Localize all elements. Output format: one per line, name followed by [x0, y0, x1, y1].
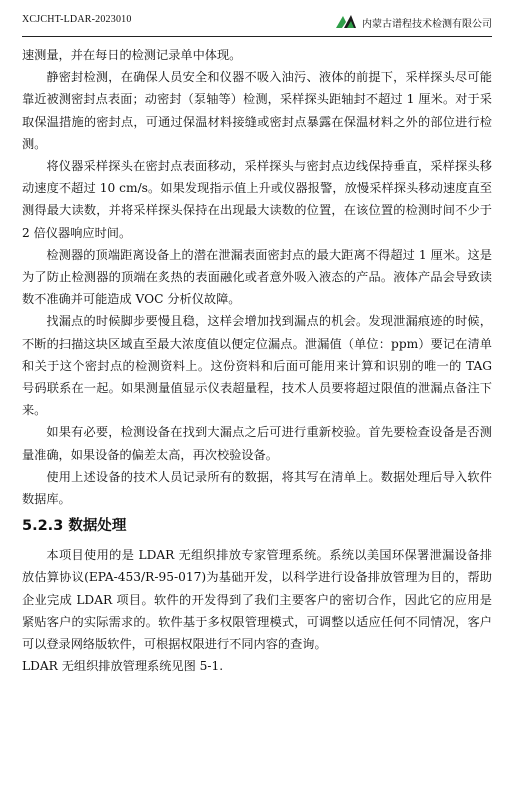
paragraph-figure-reference: LDAR 无组织排放管理系统见图 5-1.: [22, 659, 224, 674]
paragraph-probe-movement: 将仪器采样探头在密封点表面移动，采样探头与密封点边线保持垂直，采样探头移动速度不超过 10 cm/s。如果发现指示值上升或仪器报警，放慢采样探头移动速度直至测得最大读数，并将采样探头保持在出现最大读数的位置，在该位置的检测时间不少于 2 倍仪器响应时间。: [22, 159, 492, 240]
paragraph-ldar-system: 本项目使用的是 LDAR 无组织排放专家管理系统。系统以美国环保署泄漏设备排放估算协议(EPA-453/R-95-017)为基础开发，以科学进行设备排放管理为目的，帮助企业完成 LDAR 项目。软件的开发得到了我们主要客户的密切合作，因此它的应用是紧贴客户的实际需求的。软件基于多权限管理模式，可调整以适应任何不同情况，客户可以登录网络版软件，可根据权限进行不同内容的查询。: [22, 548, 492, 652]
paragraph-static-seal-detection: 静密封检测，在确保人员安全和仪器不吸入油污、液体的前提下，采样探头尽可能靠近被测密封点表面；动密封（泵轴等）检测，采样探头距轴封不超过 1 厘米。对于采取保温措施的密封点，可通过保温材料接缝或密封点暴露在保温材料之外的部位进行检测。: [22, 70, 492, 151]
paragraph-detector-distance: 检测器的顶端距离设备上的潜在泄漏表面密封点的最大距离不得超过 1 厘米。这是为了防止检测器的顶端在炙热的表面融化或者意外吸入液态的产品。液体产品会导致读数不准确并可能造成 VOC 分析仪故障。: [22, 247, 492, 307]
company-branding: [334, 13, 492, 31]
page-header: [22, 8, 492, 37]
document-body: [22, 44, 492, 677]
document-code: XCJCHT-LDAR-2023010: [22, 14, 132, 25]
paragraph-leak-search: 找漏点的时候脚步要慢且稳，这样会增加找到漏点的机会。发现泄漏痕迹的时候，不断的扫描这块区域直至最大浓度值以便定位漏点。泄漏值（单位：ppm）要记在清单和关于这个密封点的检测资料上。这份资料和后面可能用来计算和识别的唯一的 TAG 号码联系在一起。如果测量值显示仪表超量程，技术人员要将超过限值的泄漏点备注下来。: [22, 314, 492, 418]
company-name: 内蒙古谱程技术检测有限公司: [362, 18, 492, 30]
section-title: 5.2.3 数据处理: [22, 518, 127, 535]
paragraph-continuation: 速测量，并在每日的检测记录单中体现。: [22, 48, 242, 62]
paragraph-data-recording: 使用上述设备的技术人员记录所有的数据，将其写在清单上。数据处理后导入软件数据库。: [22, 469, 492, 507]
company-logo-icon: [334, 13, 358, 31]
paragraph-recalibration: 如果有必要，检测设备在找到大漏点之后可进行重新校验。首先要检查设备是否测量准确，如果设备的偏差太高，再次校验设备。: [22, 425, 492, 462]
